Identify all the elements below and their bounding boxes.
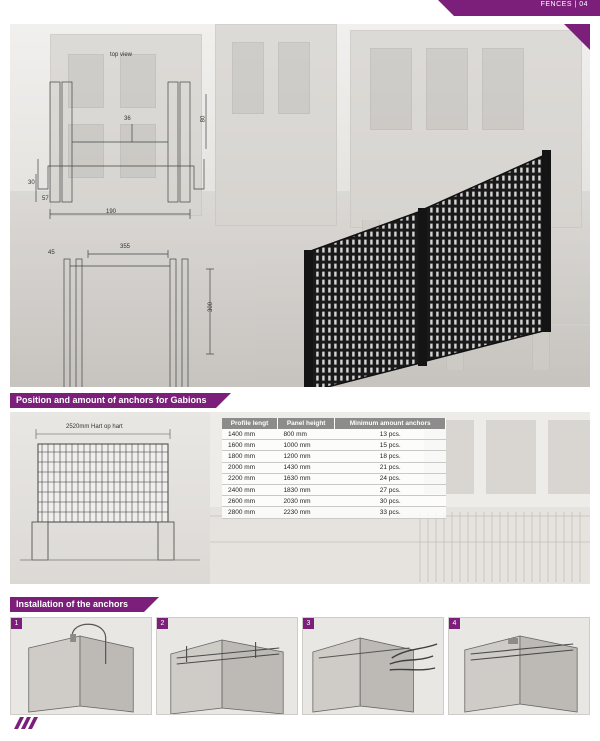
page-header — [0, 0, 600, 22]
cell-profile-length: 2600 mm — [222, 496, 277, 507]
cell-panel-height: 1830 mm — [277, 484, 334, 495]
cell-profile-length: 2200 mm — [222, 473, 277, 484]
dim-57: 57 — [42, 196, 49, 202]
fence-panel-render — [302, 62, 582, 387]
section3-bar-tail — [144, 597, 159, 612]
cell-profile-length: 1600 mm — [222, 440, 277, 451]
cell-panel-height: 1430 mm — [277, 462, 334, 473]
cell-panel-height: 2030 mm — [277, 496, 334, 507]
cell-profile-length: 2000 mm — [222, 462, 277, 473]
page-number: FENCES | 04 — [540, 1, 588, 8]
step-number: 2 — [157, 618, 168, 629]
table-row — [222, 462, 446, 473]
technical-drawing — [28, 54, 238, 387]
cell-anchors: 18 pcs. — [335, 451, 446, 462]
label-top-view: top view — [110, 52, 133, 58]
dim-300: 300 — [208, 301, 215, 313]
cell-panel-height: 1630 mm — [277, 473, 334, 484]
step-1 — [10, 617, 152, 715]
table-row — [222, 496, 446, 507]
step-2 — [156, 617, 298, 715]
cell-anchors: 24 pcs. — [335, 473, 446, 484]
cell-profile-length: 1400 mm — [222, 429, 277, 440]
section-title-installation — [10, 597, 144, 612]
gabion-drawing — [10, 412, 210, 584]
hero-illustration — [10, 24, 590, 387]
cell-panel-height: 1200 mm — [277, 451, 334, 462]
section2-bar-tail — [216, 393, 231, 408]
table-header-row — [222, 418, 446, 429]
dim-45: 45 — [48, 250, 55, 256]
cell-anchors: 27 pcs. — [335, 484, 446, 495]
dim-80: 80 — [200, 115, 207, 123]
step-3 — [302, 617, 444, 715]
dim-355: 355 — [120, 244, 131, 250]
cell-anchors: 13 pcs. — [335, 429, 446, 440]
cell-anchors: 15 pcs. — [335, 440, 446, 451]
dim-30: 30 — [28, 180, 35, 186]
section-title-anchors-position — [10, 393, 216, 408]
step-number: 3 — [303, 618, 314, 629]
cell-profile-length: 2800 mm — [222, 507, 277, 518]
cell-anchors: 33 pcs. — [335, 507, 446, 518]
col-min-anchors: Minimum amount anchors — [335, 418, 446, 429]
table-row — [222, 473, 446, 484]
anchors-table — [222, 418, 446, 519]
step-number: 4 — [449, 618, 460, 629]
table-row — [222, 429, 446, 440]
section3-title-text: Installation of the anchors — [16, 599, 129, 609]
col-profile-length: Profile lengt — [222, 418, 277, 429]
cell-profile-length: 2400 mm — [222, 484, 277, 495]
table-row — [222, 451, 446, 462]
cell-anchors: 21 pcs. — [335, 462, 446, 473]
dim-190: 190 — [106, 209, 117, 215]
cell-anchors: 30 pcs. — [335, 496, 446, 507]
cell-panel-height: 1000 mm — [277, 440, 334, 451]
installation-steps — [10, 617, 590, 715]
cell-profile-length: 1800 mm — [222, 451, 277, 462]
footer-logo — [14, 715, 54, 731]
step-number: 1 — [11, 618, 22, 629]
table-row — [222, 507, 446, 518]
col-panel-height: Panel height — [277, 418, 334, 429]
cell-panel-height: 2230 mm — [277, 507, 334, 518]
gabion-dim-label: 2520mm Hart op hart — [66, 424, 123, 430]
cell-panel-height: 800 mm — [277, 429, 334, 440]
table-row — [222, 440, 446, 451]
step-4 — [448, 617, 590, 715]
section2-title-text: Position and amount of anchors for Gabions — [16, 395, 207, 405]
hero-corner-accent — [564, 24, 590, 50]
dim-36: 36 — [124, 116, 131, 122]
table-row — [222, 484, 446, 495]
